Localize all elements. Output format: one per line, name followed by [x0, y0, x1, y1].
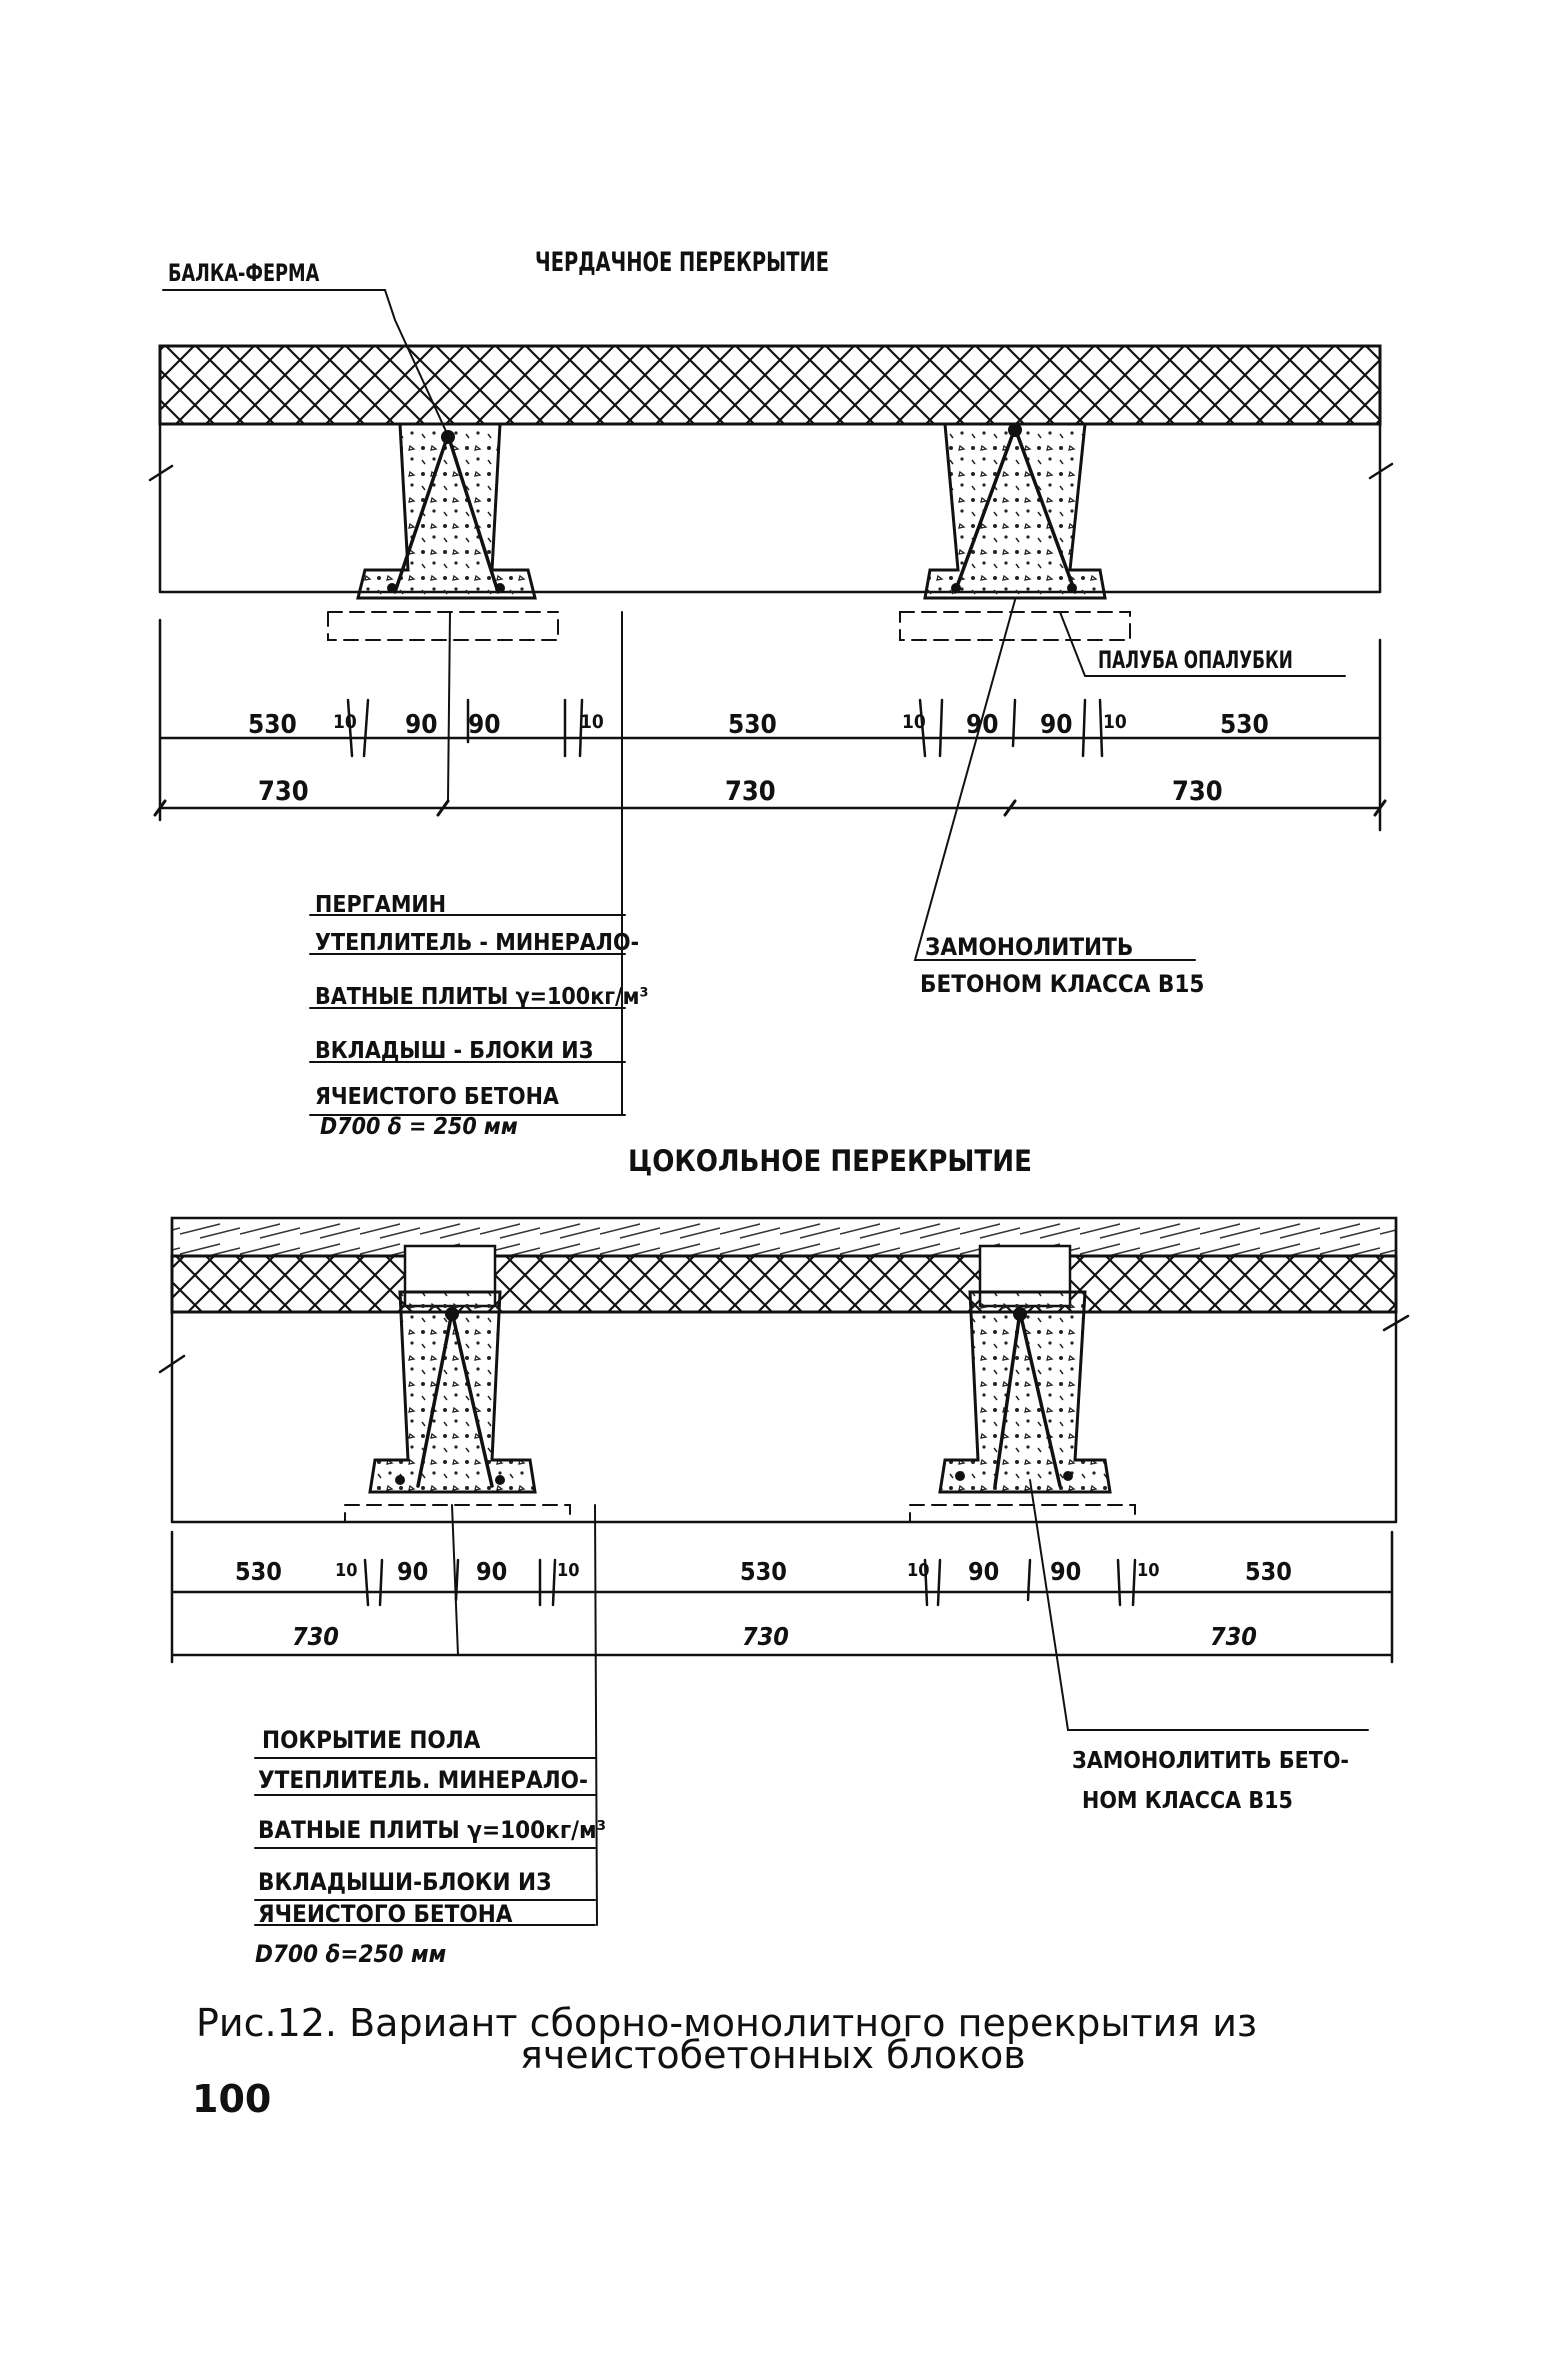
attic-insulation-layer — [160, 346, 1380, 424]
dim-label: 530 — [740, 1557, 787, 1586]
dim-label: 10 — [557, 1560, 580, 1581]
legend-line: D700 δ=250 мм — [255, 1940, 447, 1968]
dim-label: 10 — [333, 711, 357, 733]
attic-note-line: БЕТОНОМ КЛАССА В15 — [920, 970, 1205, 998]
dim-label: 90 — [1050, 1557, 1082, 1586]
legend-line: ВАТНЫЕ ПЛИТЫ γ=100кг/м³ — [258, 1816, 607, 1844]
dim-label: 90 — [476, 1557, 508, 1586]
legend-line: D700 δ = 250 мм — [320, 1114, 518, 1140]
dim-label: 730 — [292, 1622, 339, 1651]
legend-line: ВАТНЫЕ ПЛИТЫ γ=100кг/м³ — [315, 984, 649, 1010]
dim-label: 530 — [235, 1557, 282, 1586]
page-number: 100 — [192, 2077, 272, 2121]
dim-label: 10 — [902, 711, 926, 733]
legend-line: ВКЛАДЫШИ-БЛОКИ ИЗ — [258, 1868, 552, 1896]
dim-label: 530 — [1245, 1557, 1292, 1586]
dim-label: 10 — [1103, 711, 1127, 733]
dim-label: 730 — [725, 776, 776, 807]
attic-note-line: ЗАМОНОЛИТИТЬ — [925, 933, 1134, 961]
dim-label: 730 — [742, 1622, 789, 1651]
basement-section-break — [160, 1316, 1408, 1372]
formwork-label: ПАЛУБА ОПАЛУБКИ — [1098, 646, 1293, 675]
dim-label: 90 — [405, 710, 438, 740]
attic-section-break — [150, 464, 1392, 480]
figure-caption-line-1: Рис.12. Вариант сборно-монолитного перекрытия из — [196, 2001, 1258, 2045]
dim-label: 530 — [1220, 710, 1269, 740]
dim-label: 90 — [468, 710, 501, 740]
beam-truss-label: БАЛКА-ФЕРМА — [168, 260, 320, 288]
attic-dim-top-row — [248, 710, 1269, 740]
attic-title: ЧЕРДАЧНОЕ ПЕРЕКРЫТИЕ — [535, 245, 830, 278]
dim-label: 730 — [1172, 776, 1223, 807]
legend-line: ЯЧЕИСТОГО БЕТОНА — [258, 1900, 513, 1928]
attic-dim-bottom-row — [258, 776, 1223, 807]
legend-line: ПЕРГАМИН — [315, 892, 447, 918]
legend-line: ВКЛАДЫШ - БЛОКИ ИЗ — [315, 1038, 594, 1064]
basement-note-line: НОМ КЛАССА В15 — [1082, 1788, 1293, 1814]
dim-label: 10 — [907, 1560, 930, 1581]
figure-caption-line-2: ячеистобетонных блоков — [520, 2033, 1026, 2077]
basement-floor-finish — [172, 1218, 1396, 1256]
attic-legend — [315, 892, 649, 1140]
dim-label: 10 — [580, 711, 604, 733]
dim-label: 530 — [248, 710, 297, 740]
basement-section — [160, 1144, 1408, 1968]
dim-label: 90 — [1040, 710, 1073, 740]
basement-dim-bottom-row — [292, 1622, 1257, 1651]
legend-line: УТЕПЛИТЕЛЬ. МИНЕРАЛО- — [258, 1766, 588, 1794]
basement-note-line: ЗАМОНОЛИТИТЬ БЕТО- — [1072, 1748, 1350, 1774]
dim-label: 10 — [1137, 1560, 1160, 1581]
legend-line: ПОКРЫТИЕ ПОЛА — [262, 1726, 481, 1754]
dim-label: 90 — [968, 1557, 1000, 1586]
dim-label: 730 — [258, 776, 309, 807]
dim-label: 730 — [1210, 1622, 1257, 1651]
dim-label: 90 — [397, 1557, 429, 1586]
attic-beam-2 — [900, 423, 1130, 640]
attic-section — [150, 246, 1392, 1140]
basement-title: ЦОКОЛЬНОЕ ПЕРЕКРЫТИЕ — [628, 1144, 1032, 1178]
legend-line: ЯЧЕИСТОГО БЕТОНА — [315, 1084, 559, 1110]
legend-line: УТЕПЛИТЕЛЬ - МИНЕРАЛО- — [315, 930, 640, 956]
dim-label: 90 — [966, 710, 999, 740]
basement-note-leader — [1030, 1480, 1368, 1730]
attic-beam-1 — [328, 424, 558, 640]
dim-label: 530 — [728, 710, 777, 740]
dim-label: 10 — [335, 1560, 358, 1581]
basement-insulation-layer — [172, 1256, 1396, 1312]
